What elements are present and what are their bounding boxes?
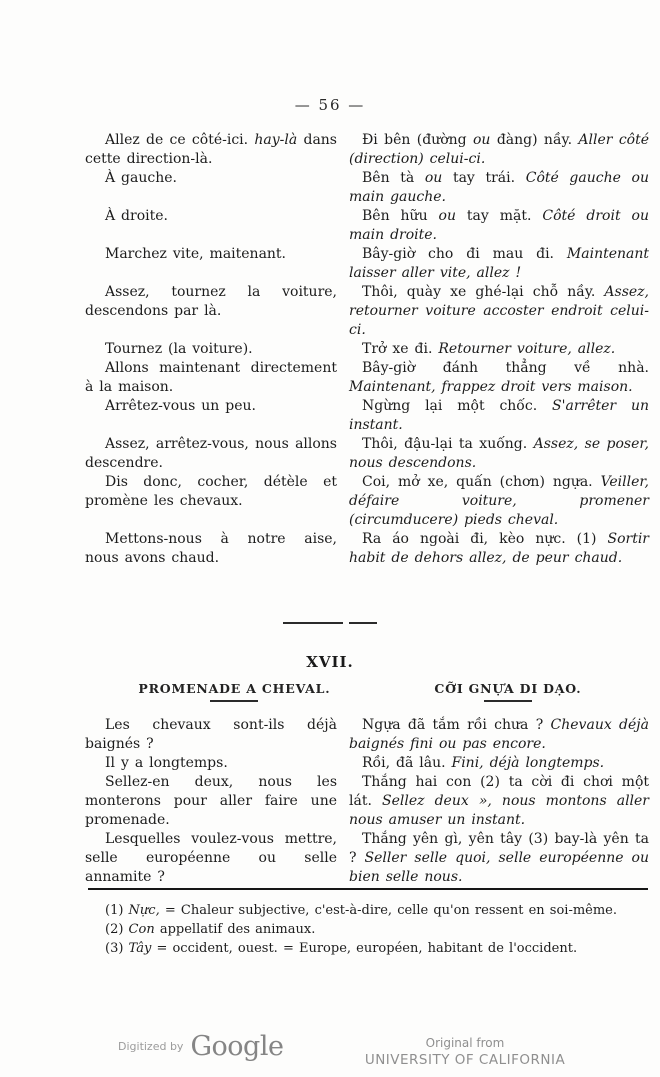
text-segment: Con — [128, 922, 155, 937]
phrase-row — [85, 773, 650, 830]
french-phrase — [85, 245, 337, 264]
phrase-row — [85, 830, 650, 887]
text-segment: Assez, retourner voiture accoster endroit celui-ci. — [349, 284, 649, 338]
text-segment: (2) — [105, 922, 129, 937]
text-segment: Lesquelles voulez-vous mettre, selle européenne ou selle annamite ? — [85, 831, 337, 885]
text-segment: appellatif des animaux. — [154, 922, 316, 937]
french-phrase — [85, 340, 337, 359]
text-segment: Thắng hai con (2) ta cời đi chơi một lát. — [349, 774, 649, 809]
text-segment: tay trái. — [442, 170, 526, 186]
vietnamese-phrase — [349, 435, 649, 473]
text-segment: Sellez-en deux, nous les monterons pour aller faire une promenade. — [85, 774, 337, 828]
text-segment: ou — [438, 208, 456, 224]
text-segment: Tây — [128, 941, 152, 956]
text-segment: Assez, se poser, nous descendons. — [349, 436, 649, 471]
text-segment: Trở xe đi. — [362, 341, 439, 357]
text-segment: (3) — [105, 941, 129, 956]
text-segment: Bên tà — [362, 170, 425, 186]
vietnamese-phrase — [349, 283, 649, 340]
footnotes — [105, 901, 650, 958]
french-column-header — [85, 681, 354, 702]
text-segment: Bên hữu — [362, 208, 439, 224]
french-phrase — [85, 473, 337, 511]
vietnamese-phrase — [349, 340, 649, 359]
vietnamese-phrase — [349, 530, 649, 568]
text-segment: Retourner voiture, allez. — [438, 341, 616, 357]
french-phrase — [85, 530, 337, 568]
text-segment: tay mặt. — [455, 208, 543, 224]
text-segment: Mettons-nous à notre aise, nous avons chaud. — [85, 531, 337, 566]
phrase-row — [85, 716, 650, 754]
vietnamese-phrase — [349, 716, 649, 754]
phrase-row — [85, 340, 650, 359]
french-phrase — [85, 435, 337, 473]
text-segment: Thắng yên gì, yên tây (3) bay-là yên ta ? — [349, 831, 649, 866]
footer-original — [345, 1036, 585, 1069]
divider-bar-short — [349, 622, 377, 624]
text-segment: Maintenant, frappez droit vers maison. — [349, 379, 633, 395]
text-segment: Ngừng lại một chốc. — [362, 398, 553, 414]
phrase-row — [85, 473, 650, 530]
phrase-row — [85, 435, 650, 473]
vietnamese-phrase — [349, 473, 649, 530]
digitized-by-label: Digitized by — [118, 1040, 184, 1053]
footer-digitized — [118, 1031, 283, 1062]
phrase-row — [85, 207, 650, 245]
text-segment: ou — [473, 132, 491, 148]
footnote — [105, 939, 650, 958]
text-segment: Arrêtez-vous un peu. — [105, 398, 256, 414]
text-segment: Allez de ce côté-ici. — [105, 132, 255, 148]
text-segment: Nực, — [128, 903, 160, 918]
text-segment: ou — [424, 170, 443, 186]
text-segment: Il y a longtemps. — [105, 755, 228, 771]
text-segment: Sellez deux », nous montons aller nous amuser un instant. — [349, 793, 649, 828]
text-segment: Assez, tournez la voiture, descendons par là. — [85, 284, 337, 319]
french-phrase — [85, 283, 337, 321]
section1-rows — [85, 131, 650, 568]
phrase-row — [85, 530, 650, 568]
text-segment: Ra áo ngoài đi, kèo nực. (1) — [362, 531, 608, 547]
text-segment: Tournez (la voiture). — [105, 341, 253, 357]
french-phrase — [85, 830, 337, 887]
header-underline — [484, 700, 532, 702]
french-phrase — [85, 359, 337, 397]
french-phrase — [85, 773, 337, 830]
text-segment: Côté gauche ou main gauche. — [349, 170, 649, 205]
vietnamese-phrase — [349, 207, 649, 245]
text-segment: Thôi, quày xe ghé-lại chỗ nầy. — [362, 284, 605, 300]
text-segment: Chevaux déjà baignés fini ou pas encore. — [349, 717, 649, 752]
section2-rows — [85, 716, 650, 887]
phrase-row — [85, 245, 650, 283]
footnote — [105, 901, 650, 920]
phrase-row — [85, 283, 650, 340]
text-segment: À droite. — [105, 208, 168, 224]
vietnamese-phrase — [349, 245, 649, 283]
text-segment: đàng) nầy. — [490, 132, 579, 148]
footnote-rule — [88, 888, 648, 890]
french-phrase — [85, 716, 337, 754]
french-column-header-label: PROMENADE A CHEVAL. — [138, 681, 331, 696]
french-phrase — [85, 169, 337, 188]
phrase-row — [85, 397, 650, 435]
footnote — [105, 920, 650, 939]
section-heading: XVII. — [306, 653, 354, 671]
text-segment: Thôi, đậu-lại ta xuống. — [362, 436, 534, 452]
section-divider — [0, 622, 660, 624]
text-segment: Seller selle quoi, selle européenne ou bien selle nous. — [349, 850, 649, 885]
text-segment: Ngựa đã tắm rồi chưa ? — [362, 717, 551, 733]
text-segment: S'arrêter un instant. — [349, 398, 649, 433]
vietnamese-phrase — [349, 169, 649, 207]
text-segment: Côté droit ou main droite. — [349, 208, 649, 243]
text-segment: Bây-giờ đánh thẳng về nhà. — [362, 360, 649, 376]
french-phrase — [85, 207, 337, 226]
text-segment: = Chaleur subjective, c'est-à-dire, celle qu'on ressent en soi-même. — [159, 903, 618, 918]
original-from-label: Original from — [425, 1036, 505, 1050]
text-segment: Assez, arrêtez-vous, nous allons descendre. — [85, 436, 337, 471]
french-phrase — [85, 131, 337, 169]
text-segment: Les chevaux sont-ils déjà baignés ? — [85, 717, 337, 752]
institution-label: UNIVERSITY OF CALIFORNIA — [364, 1052, 566, 1068]
text-segment: Đi bên (đường — [362, 132, 473, 148]
text-segment: Marchez vite, maitenant. — [105, 246, 287, 262]
text-segment: À gauche. — [105, 170, 177, 186]
phrase-row — [85, 169, 650, 207]
text-segment: Rồi, đã lâu. — [362, 755, 452, 771]
phrase-row — [85, 131, 650, 169]
text-segment: Maintenant laisser aller vite, allez ! — [349, 246, 649, 281]
vietnamese-phrase — [349, 830, 649, 887]
text-segment: Aller côté (direction) celui-ci. — [349, 132, 649, 167]
text-segment: Dis donc, cocher, détèle et promène les chevaux. — [85, 474, 337, 509]
page-number: — 56 — — [294, 96, 366, 114]
vietnamese-phrase — [349, 773, 649, 830]
text-segment: = occident, ouest. = Europe, européen, habitant de l'occident. — [151, 941, 578, 956]
text-segment: Fini, déjà longtemps. — [451, 755, 605, 771]
text-segment: Coi, mở xe, quấn (chơn) ngựa. — [362, 474, 601, 490]
vietnamese-column-header-label: CỠI GNỰA DI DẠO. — [434, 681, 582, 696]
vietnamese-column-header — [366, 681, 650, 702]
divider-bar-long — [283, 622, 343, 624]
text-segment: (1) — [105, 903, 129, 918]
text-segment: Allons maintenant directement à la maison. — [85, 360, 337, 395]
text-segment: hay-là — [254, 132, 298, 148]
vietnamese-phrase — [349, 359, 649, 397]
text-segment: dans cette direction-là. — [85, 132, 337, 167]
vietnamese-phrase — [349, 131, 649, 169]
text-segment: Sortir habit de dehors allez, de peur chaud. — [349, 531, 649, 566]
vietnamese-phrase — [349, 754, 649, 773]
text-segment: Bây-giờ cho đi mau đi. — [362, 246, 567, 262]
french-phrase — [85, 754, 337, 773]
vietnamese-phrase — [349, 397, 649, 435]
text-segment: Veiller, défaire voiture, promener (circumducere) pieds cheval. — [349, 474, 649, 528]
column-headers — [85, 681, 650, 702]
header-underline — [210, 700, 258, 702]
phrase-row — [85, 754, 650, 773]
google-logo: Google — [190, 1031, 284, 1062]
phrase-row — [85, 359, 650, 397]
french-phrase — [85, 397, 337, 416]
